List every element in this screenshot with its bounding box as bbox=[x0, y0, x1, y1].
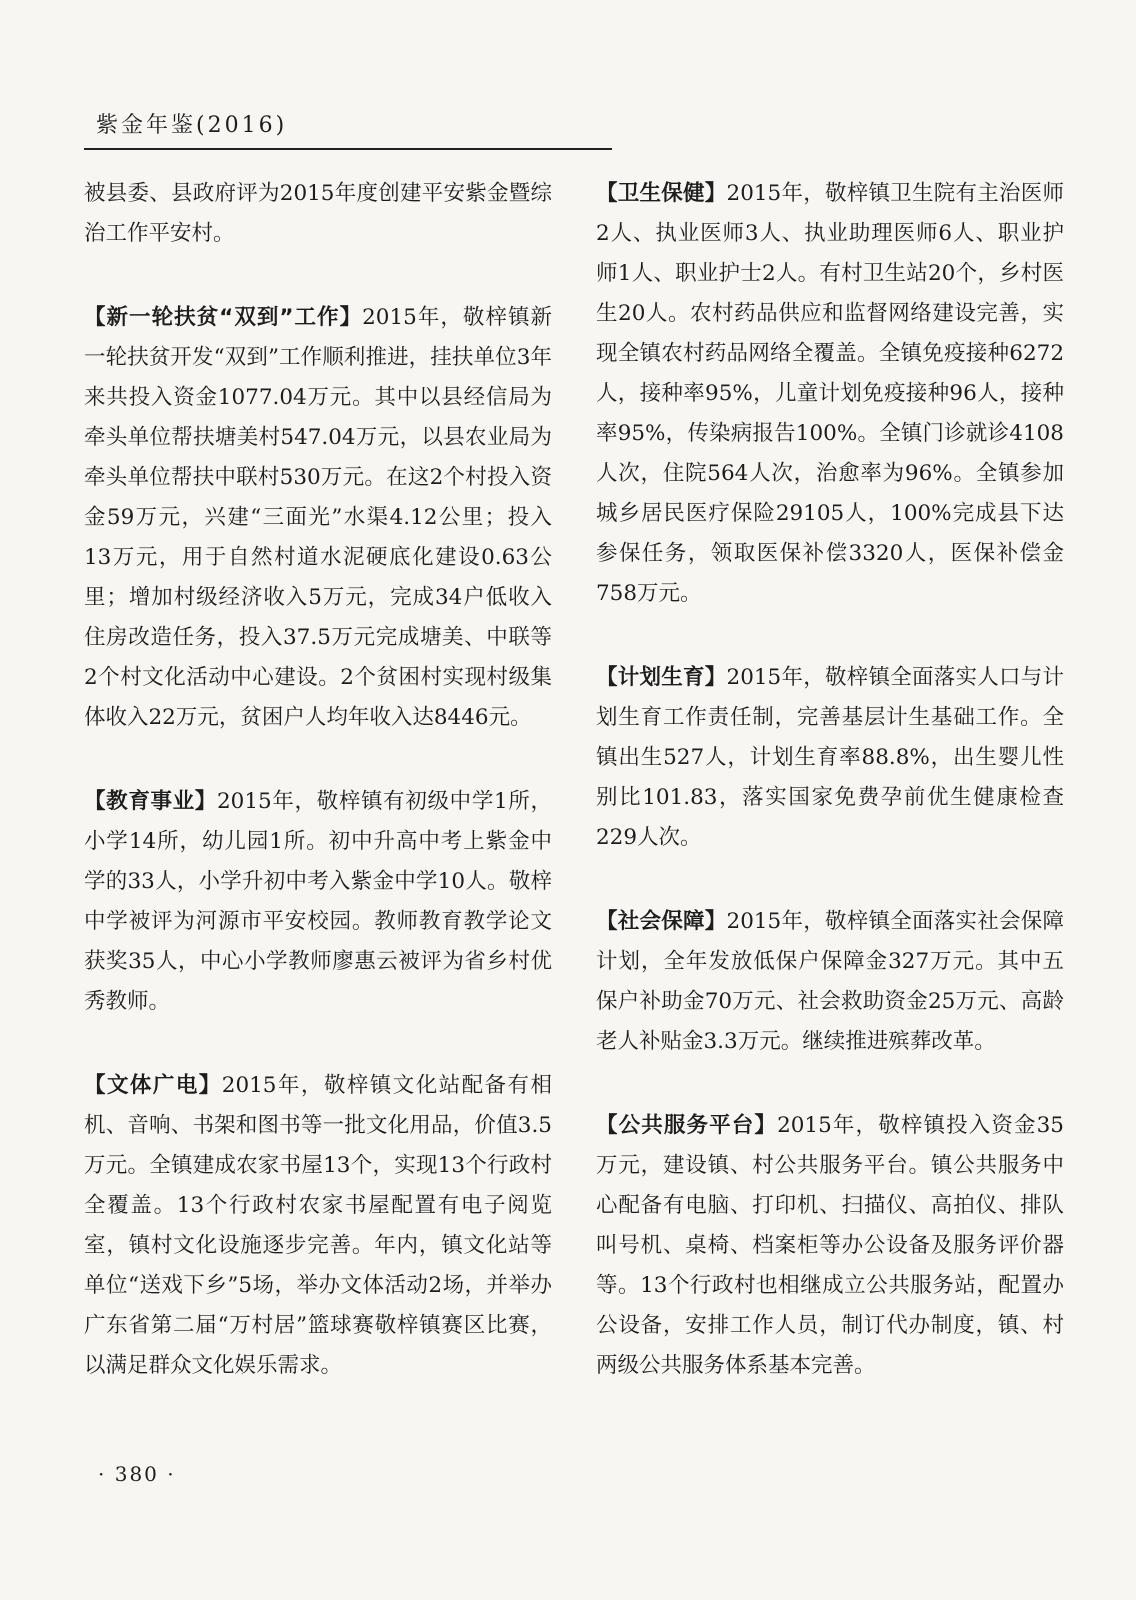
section-body: 2015年，敬梓镇文化站配备有相机、音响、书架和图书等一批文化用品，价值3.5万元。全镇建成农家书屋13个，实现13个行政村全覆盖。13个行政村农家书屋配置有电子阅览室，镇村文化设施逐步完善。年内，镇文化站等单位“送戏下乡”5场，举办文体活动2场，并举办广东省第二届“万村居”篮球赛敬梓镇赛区比赛，以满足群众文化娱乐需求。 bbox=[84, 1073, 552, 1378]
section-poverty-alleviation bbox=[84, 298, 552, 738]
section-heading: 【社会保障】 bbox=[596, 909, 727, 934]
right-column bbox=[596, 174, 1064, 1430]
section-body: 2015年，敬梓镇新一轮扶贫开发“双到”工作顺利推进，挂扶单位3年来共投入资金1077.04万元。其中以县经信局为牵头单位帮扶塘美村547.04万元，以县农业局为牵头单位帮扶中联村530万元。在这2个村投入资金59万元，兴建“三面光”水渠4.12公里；投入13万元，用于自然村道水泥硬底化建设0.63公里；增加村级经济收入5万元，完成34户低收入住房改造任务，投入37.5万元完成塘美、中联等2个村文化活动中心建设。2个贫困村实现村级集体收入22万元，贫困户人均年收入达8446元。 bbox=[84, 305, 553, 730]
section-education bbox=[84, 782, 552, 1022]
section-body: 2015年，敬梓镇投入资金35万元，建设镇、村公共服务平台。镇公共服务中心配备有电脑、打印机、扫描仪、高拍仪、排队叫号机、桌椅、档案柜等办公设备及服务评价器等。13个行政村也相继成立公共服务站，配置办公设备，安排工作人员，制订代办制度，镇、村两级公共服务体系基本完善。 bbox=[596, 1113, 1064, 1378]
section-heading: 【文体广电】 bbox=[84, 1073, 222, 1098]
section-family-planning bbox=[596, 658, 1064, 858]
section-social-security bbox=[596, 902, 1064, 1062]
section-culture-sports bbox=[84, 1066, 552, 1386]
continuation-paragraph: 被县委、县政府评为2015年度创建平安紫金暨综治工作平安村。 bbox=[84, 181, 552, 246]
section-body: 2015年，敬梓镇全面落实社会保障计划，全年发放低保户保障金327万元。其中五保户补助金70万元、社会救助资金25万元、高龄老人补贴金3.3万元。继续推进殡葬改革。 bbox=[596, 909, 1064, 1054]
section-heading: 【计划生育】 bbox=[596, 665, 727, 690]
running-title: 紫金年鉴(2016) bbox=[96, 113, 288, 138]
header-rule bbox=[84, 148, 612, 150]
section-heading: 【卫生保健】 bbox=[596, 181, 727, 206]
section-body: 2015年，敬梓镇有初级中学1所，小学14所，幼儿园1所。初中升高中考上紫金中学的33人，小学升初中考入紫金中学10人。敬梓中学被评为河源市平安校园。教师教育教学论文获奖35人，中心小学教师廖惠云被评为省乡村优秀教师。 bbox=[84, 789, 552, 1014]
page-number: · 380 · bbox=[98, 1462, 176, 1486]
section-health-care bbox=[596, 174, 1064, 614]
section-public-service-platform bbox=[596, 1106, 1064, 1386]
section-body: 2015年，敬梓镇卫生院有主治医师2人、执业医师3人、执业助理医师6人、职业护师1人、职业护士2人。有村卫生站20个，乡村医生20人。农村药品供应和监督网络建设完善，实现全镇农村药品网络全覆盖。全镇免疫接种6272人，接种率95%，儿童计划免疫接种96人，接种率95%，传染病报告100%。全镇门诊就诊4108人次，住院564人次，治愈率为96%。全镇参加城乡居民医疗保险29105人，100%完成县下达参保任务，领取医保补偿3320人，医保补偿金758万元。 bbox=[596, 181, 1064, 606]
left-column bbox=[84, 174, 552, 1430]
section-heading: 【公共服务平台】 bbox=[596, 1113, 778, 1138]
section-heading: 【新一轮扶贫“双到”工作】 bbox=[84, 305, 363, 330]
section-body: 2015年，敬梓镇全面落实人口与计划生育工作责任制，完善基层计生基础工作。全镇出生527人，计划生育率88.8%，出生婴儿性别比101.83，落实国家免费孕前优生健康检查229人次。 bbox=[596, 665, 1064, 850]
section-heading: 【教育事业】 bbox=[84, 789, 217, 814]
